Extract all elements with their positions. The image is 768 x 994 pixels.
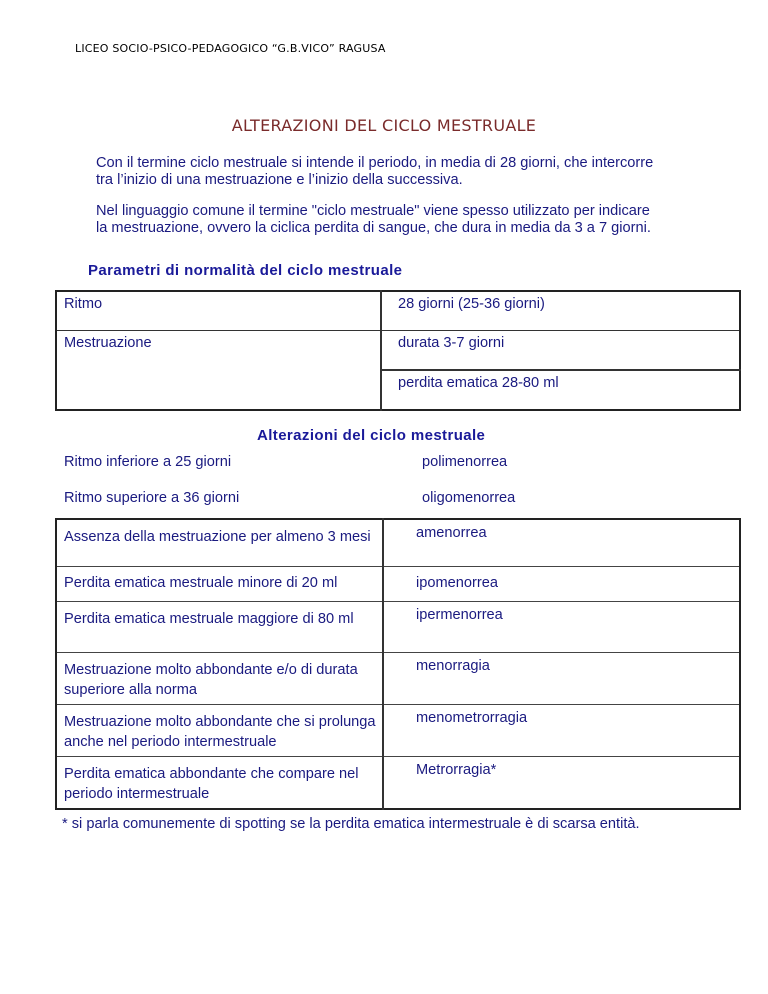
parametri-label-mestruazione: Mestruazione xyxy=(56,331,381,411)
parametri-value-durata: durata 3-7 giorni xyxy=(381,331,740,371)
parametri-table xyxy=(55,290,741,411)
alterazione-term: polimenorrea xyxy=(422,454,508,470)
alterazione-term: menorragia xyxy=(383,652,740,704)
table-row xyxy=(56,652,740,704)
alterazione-term: ipomenorrea xyxy=(383,566,740,601)
alterazione-description: Mestruazione molto abbondante e/o di durata superiore alla norma xyxy=(56,652,383,704)
table-row xyxy=(55,486,741,522)
school-header: LICEO SOCIO-PSICO-PEDAGOGICO “G.B.VICO” RAGUSA xyxy=(75,42,386,55)
alterazioni-ritmo-table xyxy=(55,450,741,522)
alterazione-description: Perdita ematica abbondante che compare nel periodo intermestruale xyxy=(56,756,383,809)
table-row xyxy=(56,601,740,652)
table-row xyxy=(56,756,740,809)
alterazione-term: Metrorragia* xyxy=(416,761,497,778)
alterazione-term: menometrorragia xyxy=(383,704,740,756)
alterazione-description: Assenza della mestruazione per almeno 3 mesi xyxy=(56,519,383,566)
document-title: ALTERAZIONI DEL CICLO MESTRUALE xyxy=(231,116,537,135)
parametri-value-ritmo: 28 giorni (25-36 giorni) xyxy=(381,291,740,331)
table-row xyxy=(56,704,740,756)
alterazione-term: amenorrea xyxy=(383,519,740,566)
alterazione-description: Ritmo superiore a 36 giorni xyxy=(64,490,240,506)
table-row xyxy=(56,331,740,371)
table-row xyxy=(56,291,740,331)
alterazioni-table xyxy=(55,518,741,810)
parametri-label-ritmo: Ritmo xyxy=(56,291,381,331)
alterazione-description: Mestruazione molto abbondante che si prolunga anche nel periodo intermestruale xyxy=(56,704,383,756)
alterazione-description: Perdita ematica mestruale maggiore di 80 ml xyxy=(56,601,383,652)
alterazione-description: Ritmo inferiore a 25 giorni xyxy=(64,454,232,470)
table-row xyxy=(55,450,741,486)
table-row xyxy=(56,519,740,566)
alterazione-term: ipermenorrea xyxy=(383,601,740,652)
table-row xyxy=(56,566,740,601)
intro-paragraph: Con il termine ciclo mestruale si intende il periodo, in media di 28 giorni, che intercorre tra l’inizio di una mestruazione e l’inizio della successiva. xyxy=(96,155,654,188)
alterazione-description: Perdita ematica mestruale minore di 20 ml xyxy=(56,566,383,601)
footnote: * si parla comunemente di spotting se la perdita ematica intermestruale è di scarsa entità. xyxy=(62,816,640,832)
parametri-value-perdita: perdita ematica 28-80 ml xyxy=(398,375,559,391)
alterazioni-section-title: Alterazioni del ciclo mestruale xyxy=(257,427,486,444)
definition-paragraph: Nel linguaggio comune il termine "ciclo mestruale" viene spesso utilizzato per indicare la mestruazione, ovvero la ciclica perdita di sangue, che dura in media da 3 a 7 giorni. xyxy=(96,203,651,236)
alterazione-term: oligomenorrea xyxy=(422,490,516,506)
parametri-section-title: Parametri di normalità del ciclo mestruale xyxy=(88,262,403,279)
